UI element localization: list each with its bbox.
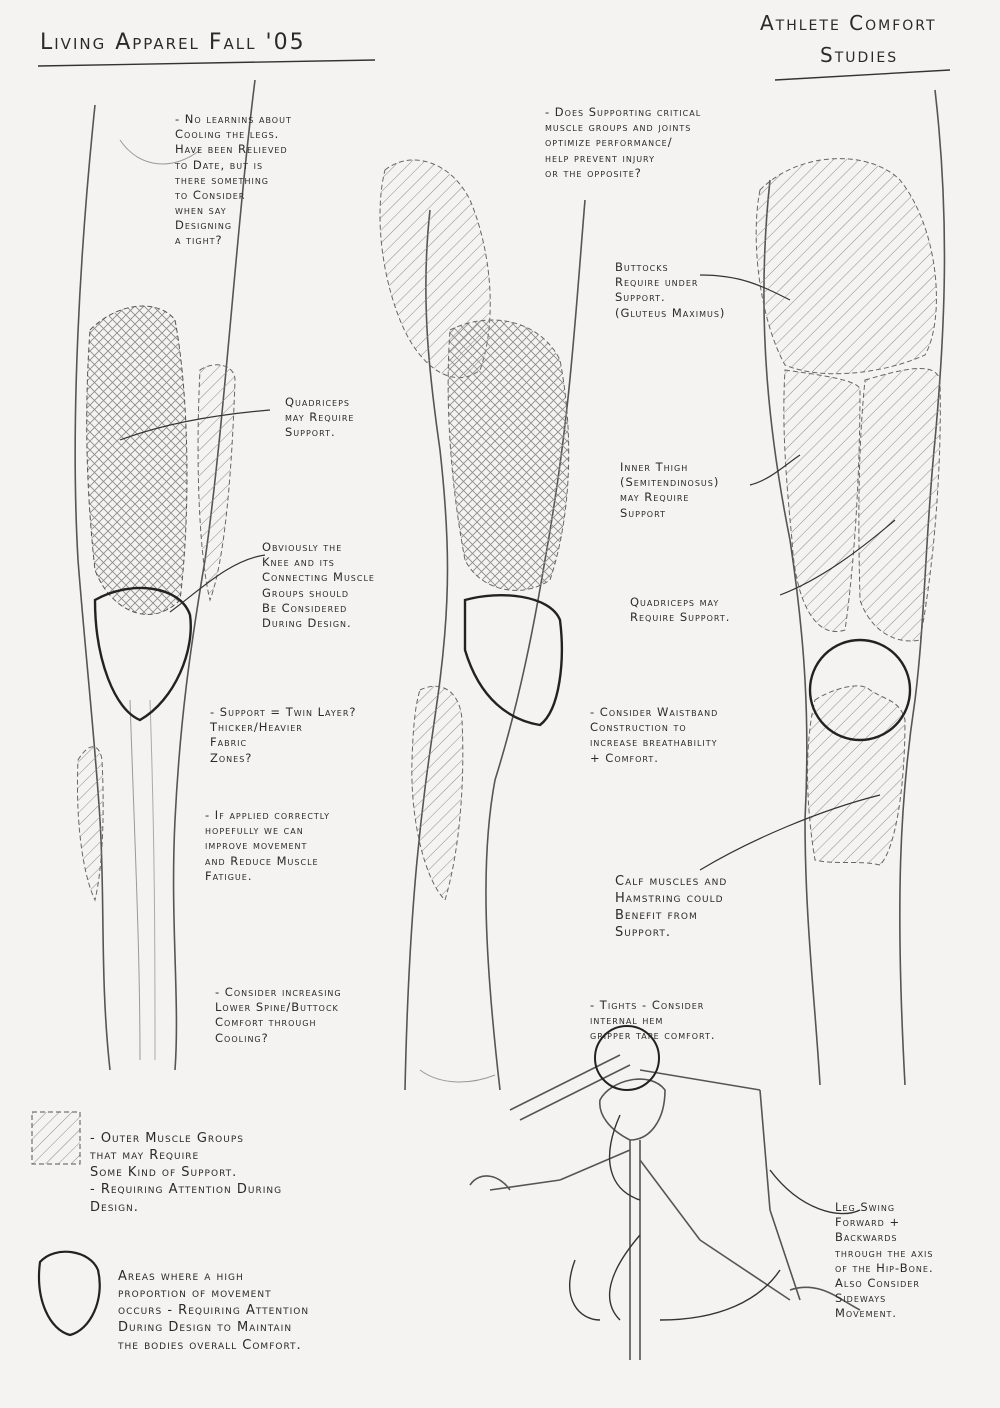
note-waistband: - Consider Waistband Construction to increase breathability + Comfort.	[590, 705, 719, 765]
swing-arrows	[570, 1115, 860, 1320]
middle-knee-outline	[465, 595, 562, 725]
hip-skeleton-sketch	[470, 1055, 860, 1360]
left-calf-hatch	[77, 747, 103, 900]
note-knee: Obviously the Knee and its Connecting Muscle Groups should Be Considered During Design.	[262, 540, 375, 630]
note-calf: Calf muscles and Hamstring could Benefit from Support.	[615, 874, 728, 941]
note-movement: - If applied correctly hopefully we can improve movement and Reduce Muscle Fatigue.	[205, 808, 331, 883]
note-leg-swing: Leg Swing Forward + Backwards through the axis of the Hip-Bone. Also Consider Sideways Movement.	[835, 1200, 934, 1321]
note-quadriceps-left: Quadriceps may Require Support.	[285, 395, 355, 440]
note-tights: - Tights - Consider internal hem gripper tape comfort.	[590, 998, 716, 1043]
note-inner-thigh: Inner Thigh (Semitendinosus) may Require Support	[620, 460, 720, 520]
middle-calf-hatch	[412, 686, 463, 900]
legend-outline-swatch	[39, 1252, 100, 1335]
right-title-line1: Athlete Comfort	[760, 11, 937, 35]
left-title: Living Apparel Fall '05	[40, 30, 306, 55]
right-calf-hatch	[808, 686, 906, 865]
note-supporting-muscles: - Does Supporting critical muscle groups and joints optimize performance/ help prevent injury or the opposite?	[545, 105, 702, 180]
note-quadriceps-right: Quadriceps may Require Support.	[630, 595, 731, 625]
legend-movement-areas: Areas where a high proportion of movement occurs - Requiring Attention During Design to Maintain the bodies overall Comfort.	[118, 1269, 310, 1353]
middle-thigh-hatch	[448, 320, 569, 590]
legend-hatch-swatch	[32, 1112, 80, 1164]
note-cooling-legs: - No learnins about Cooling the legs. Have been Relieved to Date, but is there something to Consider when say Designing a tight?	[175, 112, 292, 248]
legend-outer-muscle: - Outer Muscle Groups that may Require Some Kind of Support. - Requiring Attention During Design.	[90, 1131, 283, 1215]
right-outer-thigh-hatch	[859, 368, 940, 640]
left-quadriceps-hatch	[87, 306, 187, 614]
note-support: - Support = Twin Layer? Thicker/Heavier Fabric Zones?	[210, 705, 357, 765]
right-title-underline	[775, 70, 950, 80]
right-title-line2: Studies	[820, 43, 899, 67]
left-title-underline	[38, 60, 375, 66]
right-inner-thigh-hatch	[784, 370, 860, 632]
note-buttocks: Buttocks Require under Support. (Gluteus Maximus)	[615, 260, 726, 320]
right-gluteus-hatch	[756, 159, 936, 374]
note-lower-spine: - Consider increasing Lower Spine/Buttock Comfort through Cooling?	[215, 985, 342, 1045]
